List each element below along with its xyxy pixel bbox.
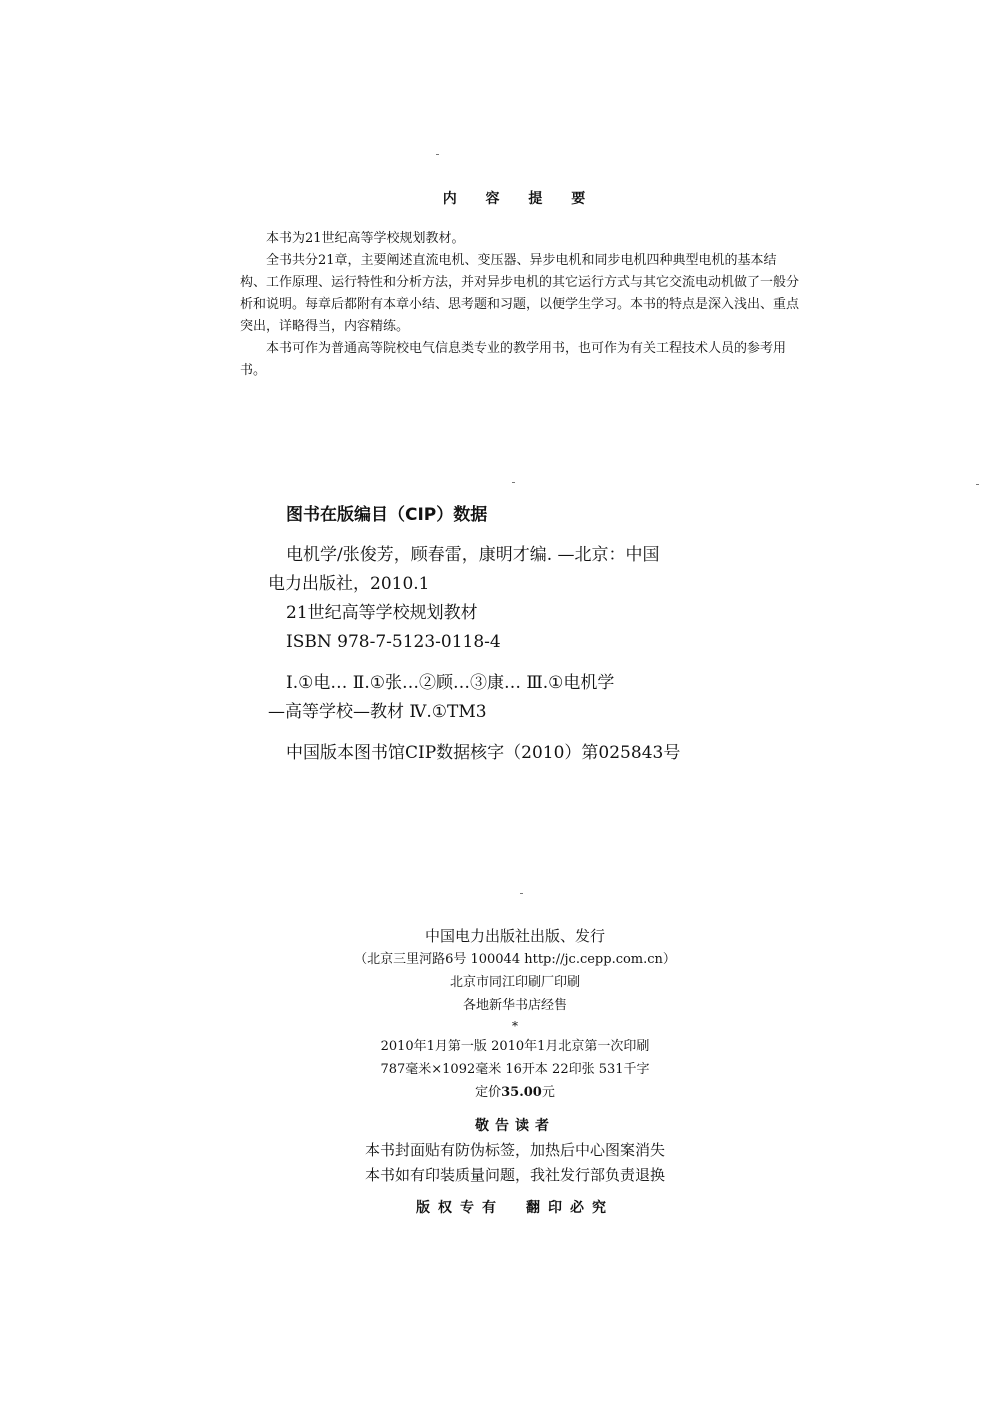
distributor-line: 各地新华书店经售 bbox=[462, 998, 567, 1013]
format-line: 787毫米×1092毫米 16开本 22印张 531千字 bbox=[380, 1062, 650, 1077]
notice-title: 敬告读者 bbox=[475, 1118, 555, 1134]
summary-title: 内 容 提 要 bbox=[442, 191, 598, 207]
scan-speck bbox=[520, 893, 523, 894]
cip-isbn: ISBN 978-7-5123-0118-4 bbox=[286, 632, 501, 652]
cip-classification: Ⅰ.①电… Ⅱ.①张…②顾…③康… Ⅲ.①电机学 bbox=[286, 673, 615, 693]
copyright-part: 版权专有 bbox=[416, 1200, 504, 1216]
price-label: 定价 bbox=[475, 1085, 502, 1100]
publisher-line: 中国电力出版社出版、发行 bbox=[424, 927, 605, 945]
copyright-line bbox=[300, 1196, 730, 1220]
cip-record-number: 中国版本图书馆CIP数据核字（2010）第025843号 bbox=[286, 743, 681, 763]
notice-line: 本书如有印装质量问题，我社发行部负责退换 bbox=[364, 1166, 665, 1184]
copyright-part: 翻印必究 bbox=[526, 1200, 614, 1216]
notice-line: 本书封面贴有防伪标签，加热后中心图案消失 bbox=[364, 1141, 665, 1159]
cip-title: 图书在版编目（CIP）数据 bbox=[286, 505, 488, 525]
price-value: 35.00 bbox=[501, 1085, 542, 1100]
price-line bbox=[300, 1081, 730, 1104]
address-line: （北京三里河路6号 100044 http://jc.cepp.com.cn） bbox=[354, 952, 676, 967]
separator-star: * bbox=[512, 1019, 518, 1033]
summary-paragraph: 本书为21世纪高等学校规划教材。 bbox=[266, 231, 465, 246]
imprint bbox=[300, 924, 730, 1220]
cip-line: 电机学/张俊芳，顾春雷，康明才编. —北京：中国 bbox=[286, 545, 660, 565]
cip-line: 21世纪高等学校规划教材 bbox=[286, 603, 478, 623]
edition-line: 2010年1月第一版 2010年1月北京第一次印刷 bbox=[380, 1039, 650, 1054]
cip-data bbox=[268, 500, 786, 768]
cip-record bbox=[268, 541, 786, 768]
cip-line: 电力出版社，2010.1 bbox=[268, 574, 430, 594]
scan-speck bbox=[436, 154, 439, 155]
printer-line: 北京市同江印刷厂印刷 bbox=[449, 975, 580, 990]
price-unit: 元 bbox=[541, 1085, 555, 1100]
scan-speck bbox=[976, 484, 979, 485]
summary-paragraph: 本书可作为普通高等院校电气信息类专业的教学用书，也可作为有关工程技术人员的参考用书。 bbox=[240, 341, 787, 378]
scan-speck bbox=[512, 482, 515, 483]
summary-paragraph: 全书共分21章，主要阐述直流电机、变压器、异步电机和同步电机四种典型电机的基本结构、工作原理、运行特性和分析方法，并对异步电机的其它运行方式与其它交流电动机做了一般分析和说明。每章后都附有本章小结、思考题和习题，以便学生学习。本书的特点是深入浅出、重点突出，详略得当，内容精练。 bbox=[240, 253, 800, 334]
cip-classification: —高等学校—教材 Ⅳ.①TM3 bbox=[268, 702, 487, 722]
content-summary bbox=[240, 188, 800, 382]
